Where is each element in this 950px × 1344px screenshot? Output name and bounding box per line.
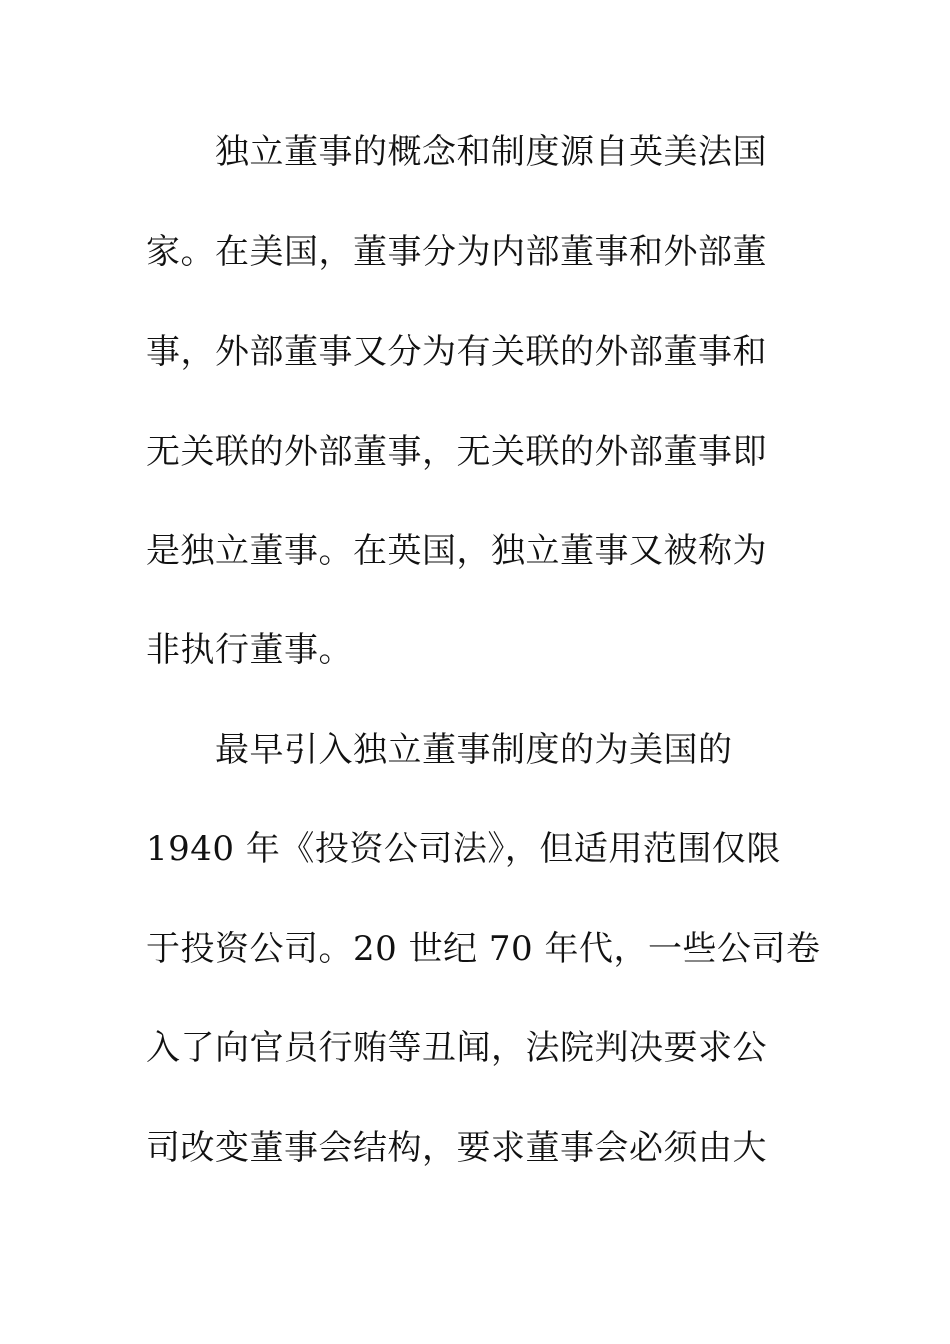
paragraph-line: 于投资公司。20 世纪 70 年代，一些公司卷 <box>146 929 821 969</box>
paragraph-line: 司改变董事会结构，要求董事会必须由大 <box>146 1128 767 1168</box>
paragraph-line: 无关联的外部董事，无关联的外部董事即 <box>146 432 767 472</box>
paragraph-line: 家。在美国，董事分为内部董事和外部董 <box>146 232 767 272</box>
paragraph-line: 事，外部董事又分为有关联的外部董事和 <box>146 332 767 372</box>
paragraph-line: 是独立董事。在英国，独立董事又被称为 <box>146 531 767 571</box>
paragraph-line: 非执行董事。 <box>146 630 353 670</box>
paragraph-line: 独立董事的概念和制度源自英美法国 <box>215 132 767 172</box>
paragraph-line: 最早引入独立董事制度的为美国的 <box>215 730 733 770</box>
paragraph-line: 1940 年《投资公司法》，但适用范围仅限 <box>146 829 781 869</box>
paragraph-line: 入了向官员行贿等丑闻，法院判决要求公 <box>146 1028 767 1068</box>
